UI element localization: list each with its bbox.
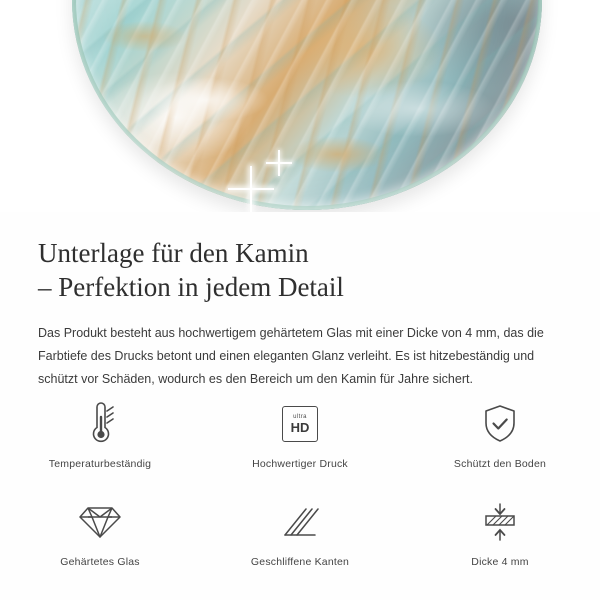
hero-image [0,0,600,212]
feature-caption: Schützt den Boden [453,458,547,470]
feature-tempered-glass [0,490,200,568]
ultra-hd-badge-top: ultra [293,414,307,420]
feature-caption: Temperaturbeständig [48,458,152,470]
shield-check-icon [404,398,596,450]
thermometer-icon [4,398,196,450]
text-content [0,212,600,391]
feature-high-quality-print [200,392,400,470]
page-title [38,236,458,304]
feature-protects-floor [400,392,600,470]
feature-temperature-resistant [0,392,200,470]
feature-grid [0,392,600,568]
marble-swirls [72,0,542,210]
page-title-line-1: Unterlage für den Kamin [38,238,309,268]
thickness-arrows-icon [404,496,596,548]
description-paragraph: Das Produkt besteht aus hochwertigem gehärtetem Glas mit einer Dicke von 4 mm, das die Farbtiefe des Drucks betont und einen eleganten Glanz verleiht. Es ist hitzebeständig und schützt vor Schäden, wodurch es den Bereich um den Kamin für Jahre sichert. [38,326,544,386]
feature-caption: Geschliffene Kanten [250,556,350,568]
diamond-icon [4,496,196,548]
page-title-line-2: – Perfektion in jedem Detail [38,272,344,302]
ultra-hd-icon [204,398,396,450]
ultra-hd-badge-main: HD [290,420,310,435]
feature-thickness [400,490,600,568]
polished-edges-icon [204,496,396,548]
marble-pattern [72,0,542,210]
feature-polished-edges [200,490,400,568]
feature-caption: Gehärtetes Glas [60,556,140,568]
feature-caption: Dicke 4 mm [471,556,529,568]
glass-disc [72,0,542,210]
feature-caption: Hochwertiger Druck [252,458,348,470]
